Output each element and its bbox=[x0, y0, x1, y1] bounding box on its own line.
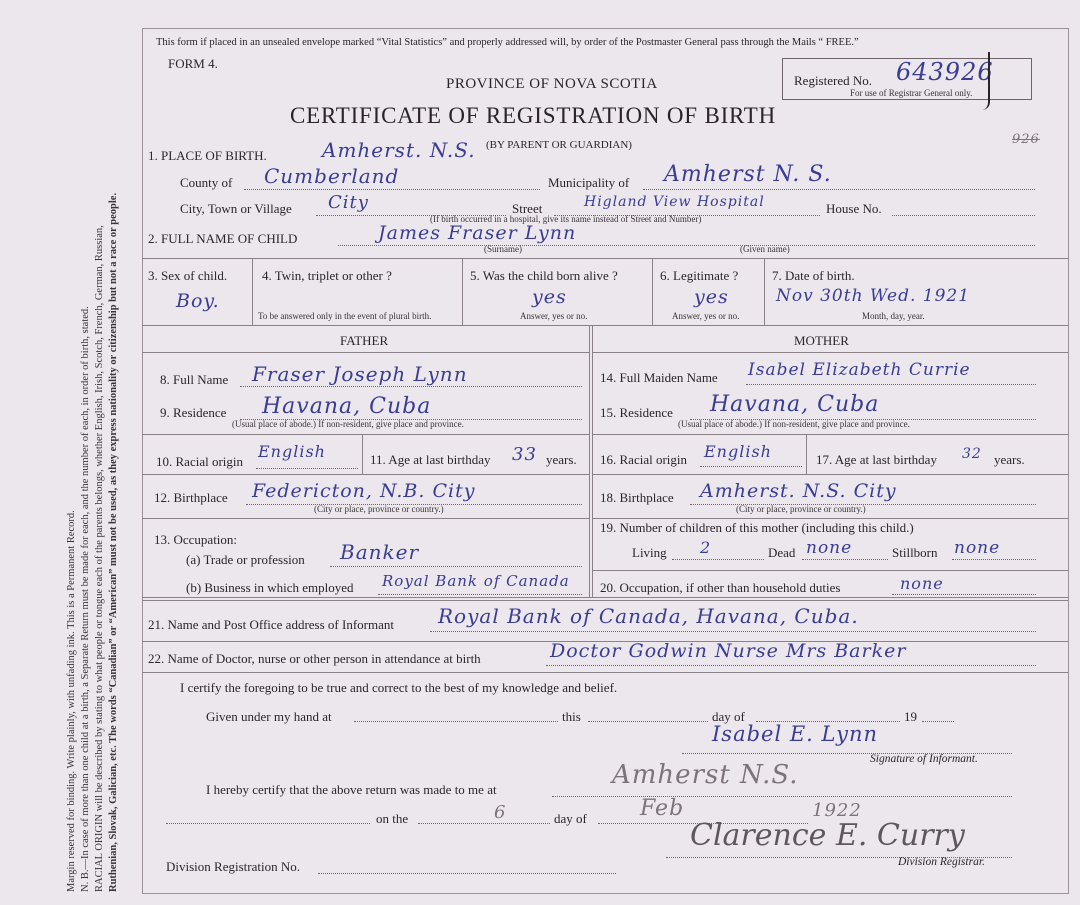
mother-name-value: Isabel Elizabeth Currie bbox=[748, 360, 971, 380]
ink-stroke bbox=[982, 52, 990, 110]
mother-residence-note: (Usual place of abode.) If non-resident, give place and province. bbox=[678, 419, 910, 429]
registrar-use-note: For use of Registrar General only. bbox=[850, 88, 973, 98]
father-residence-value: Havana, Cuba bbox=[262, 394, 432, 419]
margin-note-binding: Margin reserved for binding. Write plainly, with unfading ink. This is a Permanent Record. bbox=[66, 510, 77, 892]
stillborn-label: Stillborn bbox=[892, 545, 938, 560]
margin-note-multiple-birth: N. B.—In case of more than one child at a birth, a Separate Return must be made for each, and the number of each, in order of birth, stated. bbox=[80, 306, 91, 892]
mother-birthplace-label: 18. Birthplace bbox=[600, 490, 674, 505]
day-of-label: day of bbox=[712, 709, 745, 724]
on-the-label: on the bbox=[376, 811, 409, 826]
mother-birthplace-note: (City or place, province or country.) bbox=[736, 504, 866, 514]
mother-residence-label: 15. Residence bbox=[600, 405, 673, 420]
mother-race-label: 16. Racial origin bbox=[600, 452, 688, 467]
father-age-label: 11. Age at last birthday bbox=[370, 452, 491, 467]
birth-date-note: Month, day, year. bbox=[862, 311, 925, 321]
municipality-label: Municipality of bbox=[548, 175, 630, 190]
day-of-label-2: day of bbox=[554, 811, 587, 826]
twin-label: 4. Twin, triplet or other ? bbox=[262, 268, 392, 283]
living-value: 2 bbox=[700, 538, 712, 557]
father-birthplace-note: (City or place, province or country.) bbox=[314, 504, 444, 514]
province-heading: PROVINCE OF NOVA SCOTIA bbox=[446, 76, 658, 92]
division-registrar-caption: Division Registrar. bbox=[898, 856, 985, 868]
mother-occupation-label: 20. Occupation, if other than household duties bbox=[600, 580, 841, 595]
certify-statement: I certify the foregoing to be true and correct to the best of my knowledge and belief. bbox=[180, 680, 618, 695]
birth-date-value: Nov 30th Wed. 1921 bbox=[776, 286, 971, 306]
legitimate-label: 6. Legitimate ? bbox=[660, 268, 739, 283]
living-label: Living bbox=[632, 545, 667, 560]
registered-number: 643926 bbox=[896, 58, 994, 86]
by-parent-note: (BY PARENT OR GUARDIAN) bbox=[486, 139, 632, 151]
stillborn-value: none bbox=[954, 538, 1001, 558]
this-label: this bbox=[562, 709, 581, 724]
father-race-value: English bbox=[258, 442, 326, 461]
given-under-label: Given under my hand at bbox=[206, 709, 332, 724]
sex-value: Boy. bbox=[176, 290, 220, 312]
father-residence-label: 9. Residence bbox=[160, 405, 227, 420]
given-name-caption: (Given name) bbox=[740, 244, 790, 254]
sex-label: 3. Sex of child. bbox=[148, 268, 228, 283]
mother-occupation-value: none bbox=[900, 574, 944, 593]
registration-year: 1922 bbox=[812, 800, 862, 821]
mother-heading: MOTHER bbox=[794, 333, 849, 348]
informant-value: Royal Bank of Canada, Havana, Cuba. bbox=[438, 604, 859, 628]
father-name-label: 8. Full Name bbox=[160, 372, 229, 387]
dead-label: Dead bbox=[768, 545, 796, 560]
mother-age-unit: years. bbox=[994, 452, 1025, 467]
father-name-value: Fraser Joseph Lynn bbox=[252, 362, 468, 386]
informant-signature-caption: Signature of Informant. bbox=[870, 753, 978, 765]
margin-note-racial-origin: RACIAL ORIGIN will be described by stating to what people or tongue each of the parents belongs, whether English, Irish, Scotch, French, German, Russian, bbox=[94, 225, 105, 892]
birth-date-label: 7. Date of birth. bbox=[772, 268, 855, 283]
father-residence-note: (Usual place of abode.) If non-resident, give place and province. bbox=[232, 419, 464, 429]
mail-notice: This form if placed in an unsealed envelope marked “Vital Statistics” and properly addressed will, by order of the Postmaster General pass through the Mails “ FREE.” bbox=[156, 37, 859, 48]
legitimate-note: Answer, yes or no. bbox=[672, 311, 740, 321]
father-birthplace-label: 12. Birthplace bbox=[154, 490, 228, 505]
twin-note: To be answered only in the event of plural birth. bbox=[258, 311, 432, 321]
trade-value: Banker bbox=[340, 540, 420, 564]
alive-value: yes bbox=[532, 286, 567, 308]
mother-birthplace-value: Amherst. N.S. City bbox=[700, 480, 897, 502]
place-of-birth-value: Amherst. N.S. bbox=[322, 138, 476, 162]
corner-number: 926 bbox=[1012, 132, 1040, 147]
registration-month: Feb bbox=[640, 796, 685, 821]
trade-label: (a) Trade or profession bbox=[186, 552, 305, 567]
division-registration-label: Division Registration No. bbox=[166, 859, 300, 874]
municipality-value: Amherst N. S. bbox=[664, 162, 832, 187]
doctor-label: 22. Name of Doctor, nurse or other person in attendance at birth bbox=[148, 651, 481, 666]
informant-label: 21. Name and Post Office address of Informant bbox=[148, 617, 394, 632]
certificate-title: CERTIFICATE OF REGISTRATION OF BIRTH bbox=[290, 103, 777, 128]
child-name-value: James Fraser Lynn bbox=[378, 222, 577, 244]
registered-label: Registered No. bbox=[794, 73, 872, 88]
alive-label: 5. Was the child born alive ? bbox=[470, 268, 618, 283]
father-birthplace-value: Federicton, N.B. City bbox=[252, 480, 476, 502]
return-place: Amherst N.S. bbox=[612, 760, 799, 790]
house-label: House No. bbox=[826, 201, 882, 216]
informant-signature: Isabel E. Lynn bbox=[712, 722, 879, 746]
hospital-note: (If birth occurred in a hospital, give its name instead of Street and Number) bbox=[430, 214, 702, 224]
mother-residence-value: Havana, Cuba bbox=[710, 392, 880, 417]
father-race-label: 10. Racial origin bbox=[156, 454, 244, 469]
city-label: City, Town or Village bbox=[180, 201, 292, 216]
business-value: Royal Bank of Canada bbox=[382, 572, 570, 590]
county-label: County of bbox=[180, 175, 233, 190]
registration-day: 6 bbox=[494, 802, 507, 823]
dead-value: none bbox=[806, 538, 853, 558]
legitimate-value: yes bbox=[694, 286, 729, 308]
mother-race-value: English bbox=[704, 442, 772, 461]
place-of-birth-label: 1. PLACE OF BIRTH. bbox=[148, 148, 267, 163]
mother-name-label: 14. Full Maiden Name bbox=[600, 370, 718, 385]
father-age-value: 33 bbox=[512, 444, 537, 465]
alive-note: Answer, yes or no. bbox=[520, 311, 588, 321]
occupation-label: 13. Occupation: bbox=[154, 532, 238, 547]
county-value: Cumberland bbox=[264, 164, 400, 188]
business-label: (b) Business in which employed bbox=[186, 580, 354, 595]
year-prefix: 19 bbox=[904, 709, 917, 724]
street-label: Street bbox=[512, 201, 543, 216]
city-value: City bbox=[328, 192, 369, 213]
mother-age-value: 32 bbox=[962, 446, 982, 462]
mother-age-label: 17. Age at last birthday bbox=[816, 452, 937, 467]
father-heading: FATHER bbox=[340, 333, 389, 348]
doctor-value: Doctor Godwin Nurse Mrs Barker bbox=[550, 640, 907, 662]
margin-note-nationality: Ruthenian, Slovak, Galician, etc. The words “Canadian” or “American” must not be used, as they express nationality or citizenship but not a race or people. bbox=[108, 192, 119, 892]
return-label: I hereby certify that the above return was made to me at bbox=[206, 782, 497, 797]
registrar-signature: Clarence E. Curry bbox=[690, 818, 965, 853]
children-count-label: 19. Number of children of this mother (including this child.) bbox=[600, 520, 914, 535]
street-value: Higland View Hospital bbox=[584, 194, 765, 210]
father-age-unit: years. bbox=[546, 452, 577, 467]
child-name-label: 2. FULL NAME OF CHILD bbox=[148, 231, 298, 246]
form-number: FORM 4. bbox=[168, 56, 218, 71]
surname-caption: (Surname) bbox=[484, 244, 522, 254]
